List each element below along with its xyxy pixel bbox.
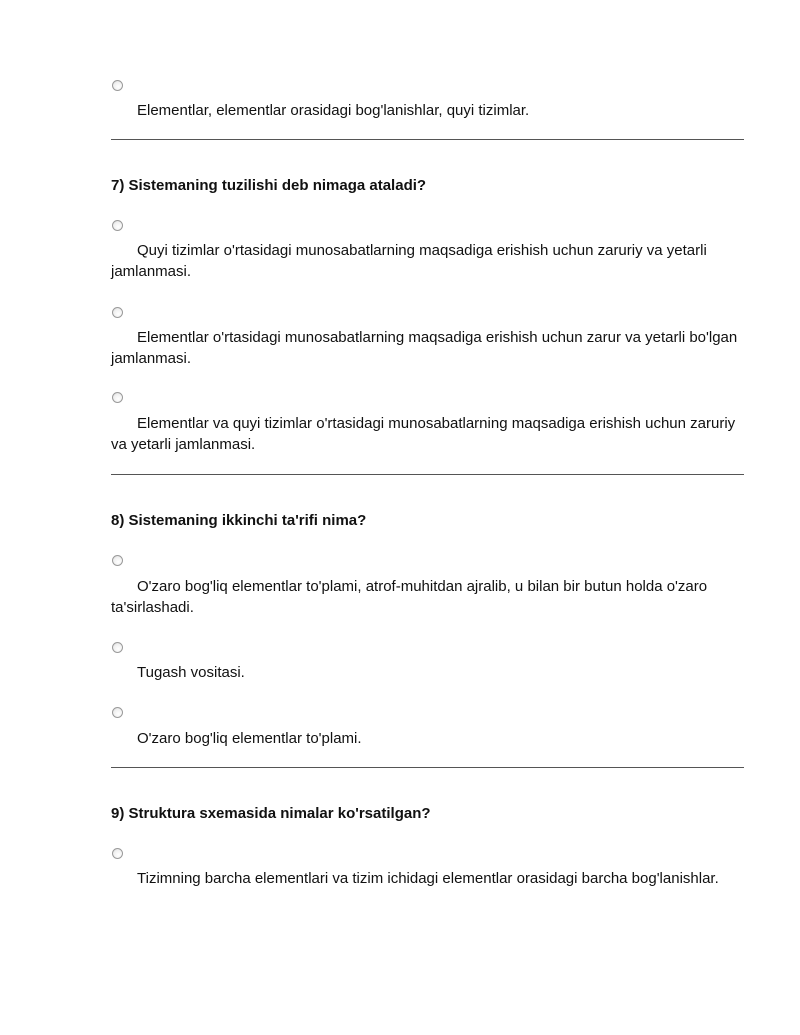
option-radio-q8-c[interactable] xyxy=(112,707,123,718)
option-text-q7-c: Elementlar va quyi tizimlar o'rtasidagi munosabatlarning maqsadiga erishish uchun zaruriy va yetarli jamlanmasi. xyxy=(111,415,736,453)
option-radio-q7-c[interactable] xyxy=(112,392,123,403)
option-text-q8-c: O'zaro bog'liq elementlar to'plami. xyxy=(137,730,362,747)
option-text-q8-a: O'zaro bog'liq elementlar to'plami, atrof-muhitdan ajralib, u bilan bir butun holda o'zaro ta'sirlashadi. xyxy=(111,578,708,616)
question-8-title: 8) Sistemaning ikkinchi ta'rifi nima? xyxy=(111,512,367,529)
option-text-q8-b: Tugash vositasi. xyxy=(137,664,245,681)
option-text-q7-b: Elementlar o'rtasidagi munosabatlarning maqsadiga erishish uchun zarur va yetarli bo'lgan jamlanmasi. xyxy=(111,329,738,367)
option-radio-q8-b[interactable] xyxy=(112,642,123,653)
option-radio-q8-a[interactable] xyxy=(112,555,123,566)
option-text-q6-d: Elementlar, elementlar orasidagi bog'lanishlar, quyi tizimlar. xyxy=(137,102,530,119)
option-radio-q9-a[interactable] xyxy=(112,848,123,859)
question-9-title: 9) Struktura sxemasida nimalar ko'rsatilgan? xyxy=(111,805,431,822)
question-7-title: 7) Sistemaning tuzilishi deb nimaga ataladi? xyxy=(111,177,427,194)
divider xyxy=(111,474,744,475)
option-radio-q7-a[interactable] xyxy=(112,220,123,231)
option-radio-q7-b[interactable] xyxy=(112,307,123,318)
divider xyxy=(111,139,744,140)
option-text-q9-a: Tizimning barcha elementlari va tizim ichidagi elementlar orasidagi barcha bog'lanishlar. xyxy=(137,870,719,887)
divider xyxy=(111,767,744,768)
option-radio-q6-d[interactable] xyxy=(112,80,123,91)
option-text-q7-a: Quyi tizimlar o'rtasidagi munosabatlarning maqsadiga erishish uchun zaruriy va yetarli jamlanmasi. xyxy=(111,242,707,280)
